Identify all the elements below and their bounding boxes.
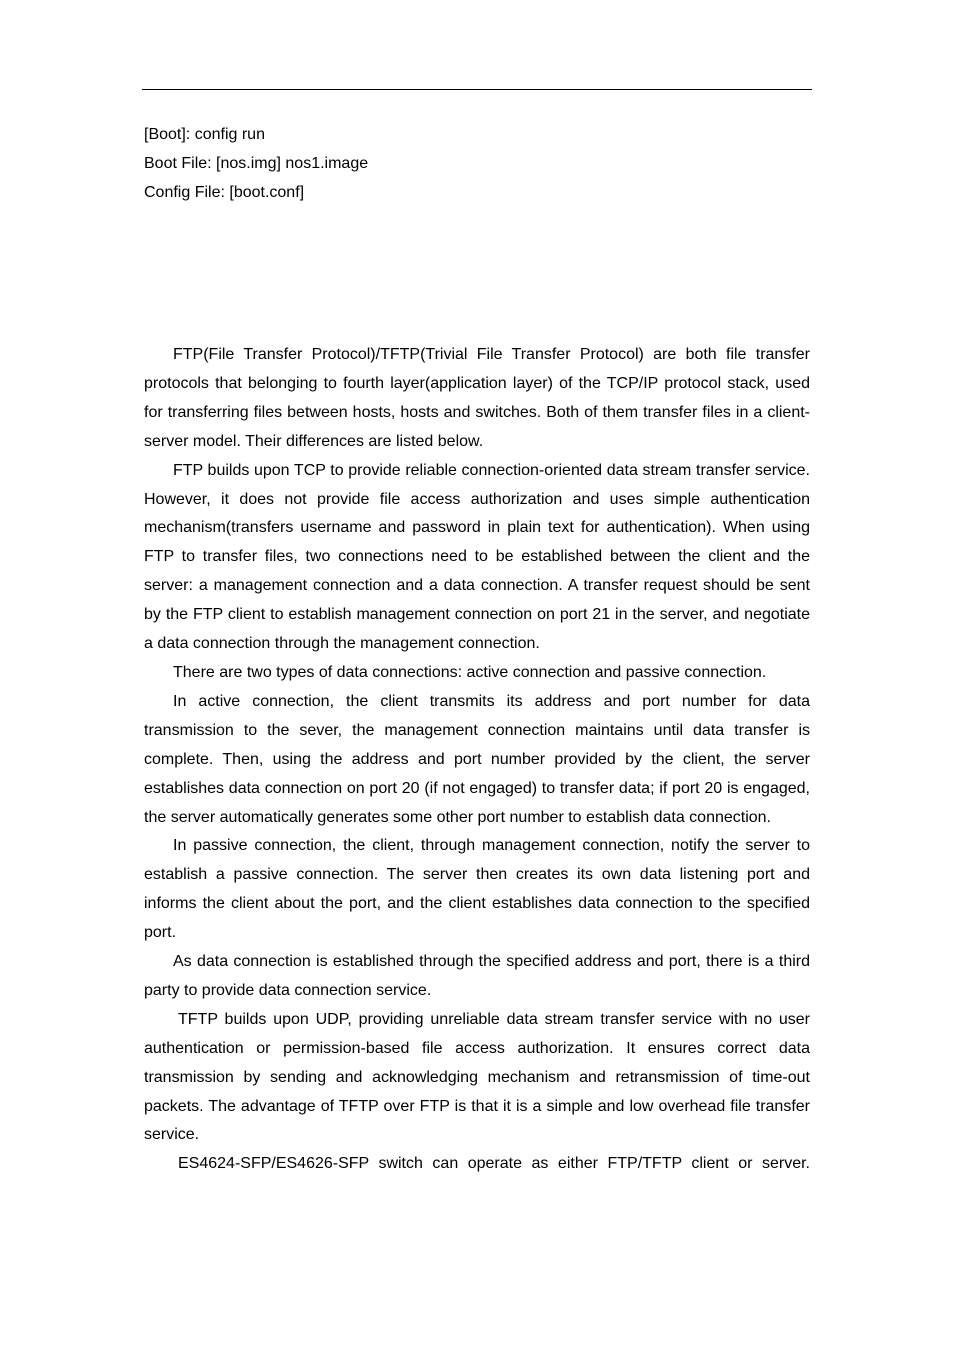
paragraph-active-connection: In active connection, the client transmits its address and port number for data transmission to the sever, the management connection maintains until data transfer is complete. Then, using the address and port number provided by the client, the server establishes data connection on port 20 (if not engaged) to transfer data; if port 20 is engaged, the server automatically generates some other port number to establish data connection. (144, 692, 810, 826)
paragraph-connection-types: There are two types of data connections: active connection and passive connection. (173, 663, 767, 681)
boot-config-block (144, 120, 810, 207)
paragraph-ftp-tftp-intro: FTP(File Transfer Protocol)/TFTP(Trivial File Transfer Protocol) are both file transfer protocols that belonging to fourth layer(application layer) of the TCP/IP protocol stack, used for transferring files between hosts, hosts and switches. Both of them transfer files in a client-server model. Their differences are listed below. (144, 346, 810, 450)
header-rule (142, 89, 812, 90)
code-line-boot: [Boot]: config run (144, 126, 265, 143)
paragraph-third-party: As data connection is established through the specified address and port, there is a third party to provide data connection service. (144, 953, 810, 999)
paragraph-tftp-udp: TFTP builds upon UDP, providing unreliable data stream transfer service with no user authentication or permission-based file access authorization. It ensures correct data transmission by sending and acknowledging mechanism and retransmission of time-out packets. The advantage of TFTP over FTP is that it is a simple and low overhead file transfer service. (144, 1010, 810, 1144)
code-line-config-file: Config File: [boot.conf] (144, 184, 305, 201)
paragraph-passive-connection: In passive connection, the client, through management connection, notify the server to establish a passive connection. The server then creates its own data listening port and informs the client about the port, and the client establishes data connection to the specified port. (144, 837, 810, 942)
paragraph-switch-role: ES4624-SFP/ES4626-SFP switch can operate as either FTP/TFTP client or server. (178, 1155, 810, 1173)
code-line-boot-file: Boot File: [nos.img] nos1.image (144, 155, 369, 172)
body-text (144, 341, 810, 1179)
paragraph-ftp-tcp: FTP builds upon TCP to provide reliable connection-oriented data stream transfer service. However, it does not provide file access authorization and uses simple authentication mechanism(transfers username and password in plain text for authentication). When using FTP to transfer files, two connections need to be established between the client and the server: a management connection and a data connection. A transfer request should be sent by the FTP client to establish management connection on port 21 in the server, and negotiate a data connection through the management connection. (144, 461, 810, 653)
